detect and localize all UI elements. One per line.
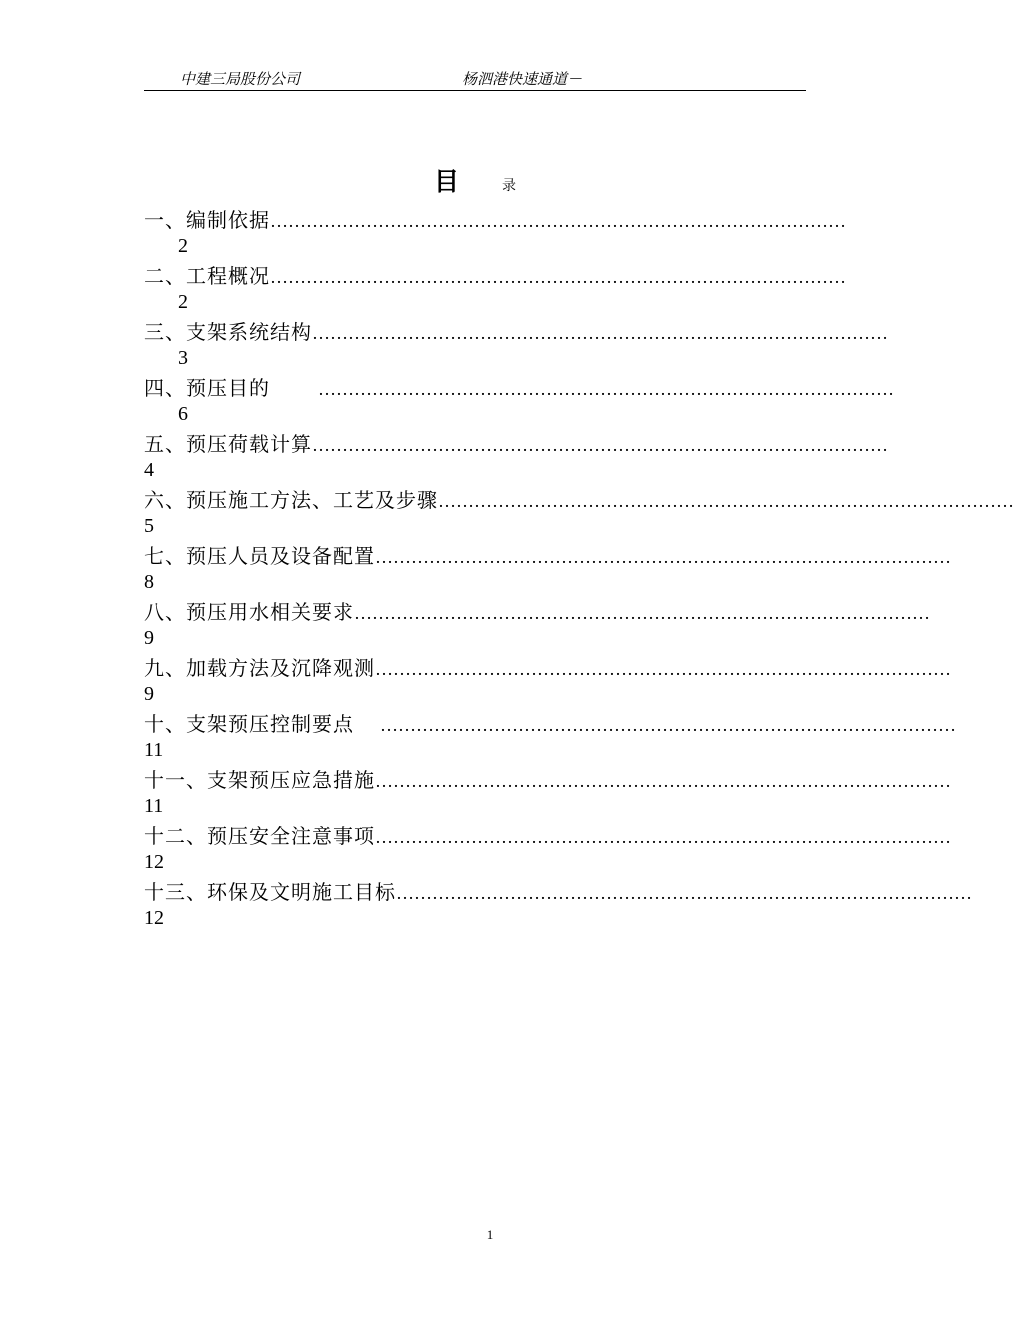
toc-entry-label: 十一、支架预压应急措施: [144, 768, 375, 792]
header-company: 中建三局股份公司: [180, 70, 301, 88]
toc-entry-label: 十、支架预压控制要点: [144, 712, 354, 736]
toc-entry[interactable]: [144, 316, 888, 372]
toc-entry[interactable]: [144, 764, 951, 820]
page-header: [144, 64, 806, 91]
toc-leader-dots: ……………………………………………………………………………………: [318, 379, 894, 399]
toc-heading-main: 目: [433, 167, 459, 196]
toc-entry-label: 六、预压施工方法、工艺及步骤: [144, 488, 438, 512]
toc-leader-dots: ……………………………………………………………………………………: [438, 491, 1014, 511]
toc-leader-dots: ……………………………………………………………………………………: [354, 603, 930, 623]
toc-leader-dots: ……………………………………………………………………………………: [380, 715, 956, 735]
toc-leader-dots: ……………………………………………………………………………………: [375, 771, 951, 791]
toc-entry-page: 3: [178, 347, 188, 369]
toc-leader-dots: ……………………………………………………………………………………: [270, 211, 846, 231]
toc-entry-page: 9: [144, 627, 154, 649]
toc-entry[interactable]: [144, 204, 846, 260]
toc-leader-dots: ……………………………………………………………………………………: [312, 323, 888, 343]
toc-entry-page: 2: [178, 291, 188, 313]
toc-entry[interactable]: [144, 540, 951, 596]
toc-entry-page: 11: [144, 795, 164, 817]
toc-entry-page: 12: [144, 851, 164, 873]
toc-entry[interactable]: [144, 652, 951, 708]
toc-entry[interactable]: [144, 820, 951, 876]
toc-entry-label: 二、工程概况: [144, 264, 270, 288]
toc-entry-label: 八、预压用水相关要求: [144, 600, 354, 624]
toc-entry-page: 12: [144, 907, 164, 929]
toc-entry[interactable]: [144, 260, 846, 316]
toc-entry[interactable]: [144, 876, 972, 932]
toc-entry-label: 三、支架系统结构: [144, 320, 312, 344]
toc-entry[interactable]: [144, 708, 956, 764]
toc-leader-dots: ……………………………………………………………………………………: [375, 547, 951, 567]
toc-entry-label: 九、加载方法及沉降观测: [144, 656, 375, 680]
toc-leader-dots: ……………………………………………………………………………………: [312, 435, 888, 455]
toc-heading-sub: 录: [502, 178, 517, 194]
toc-entry-label: 十三、环保及文明施工目标: [144, 880, 396, 904]
toc-entry-page: 5: [144, 515, 154, 537]
toc-entry-page: 9: [144, 683, 154, 705]
toc-entry-label: 十二、预压安全注意事项: [144, 824, 375, 848]
toc-entry[interactable]: [144, 372, 894, 428]
page-number: 1: [486, 1227, 494, 1242]
toc-entry-page: 11: [144, 739, 164, 761]
toc-entry-label: 七、预压人员及设备配置: [144, 544, 375, 568]
toc-entry-label: 五、预压荷载计算: [144, 432, 312, 456]
toc-entry-page: 2: [178, 235, 188, 257]
toc-entry-label: 一、编制依据: [144, 208, 270, 232]
toc-entry-page: 4: [144, 459, 154, 481]
toc-entry[interactable]: [144, 428, 888, 484]
toc-leader-dots: ……………………………………………………………………………………: [375, 659, 951, 679]
toc-entry-label: 四、预压目的: [144, 376, 270, 400]
toc-heading: [0, 162, 950, 198]
toc-entry[interactable]: [144, 484, 1014, 540]
toc-entry-page: 6: [178, 403, 188, 425]
toc-leader-dots: ……………………………………………………………………………………: [396, 883, 972, 903]
table-of-contents: [144, 204, 1014, 932]
toc-entry-page: 8: [144, 571, 154, 593]
toc-entry[interactable]: [144, 596, 930, 652]
header-project: 杨泗港快速通道－: [462, 70, 583, 88]
toc-leader-dots: ……………………………………………………………………………………: [375, 827, 951, 847]
toc-leader-dots: ……………………………………………………………………………………: [270, 267, 846, 287]
